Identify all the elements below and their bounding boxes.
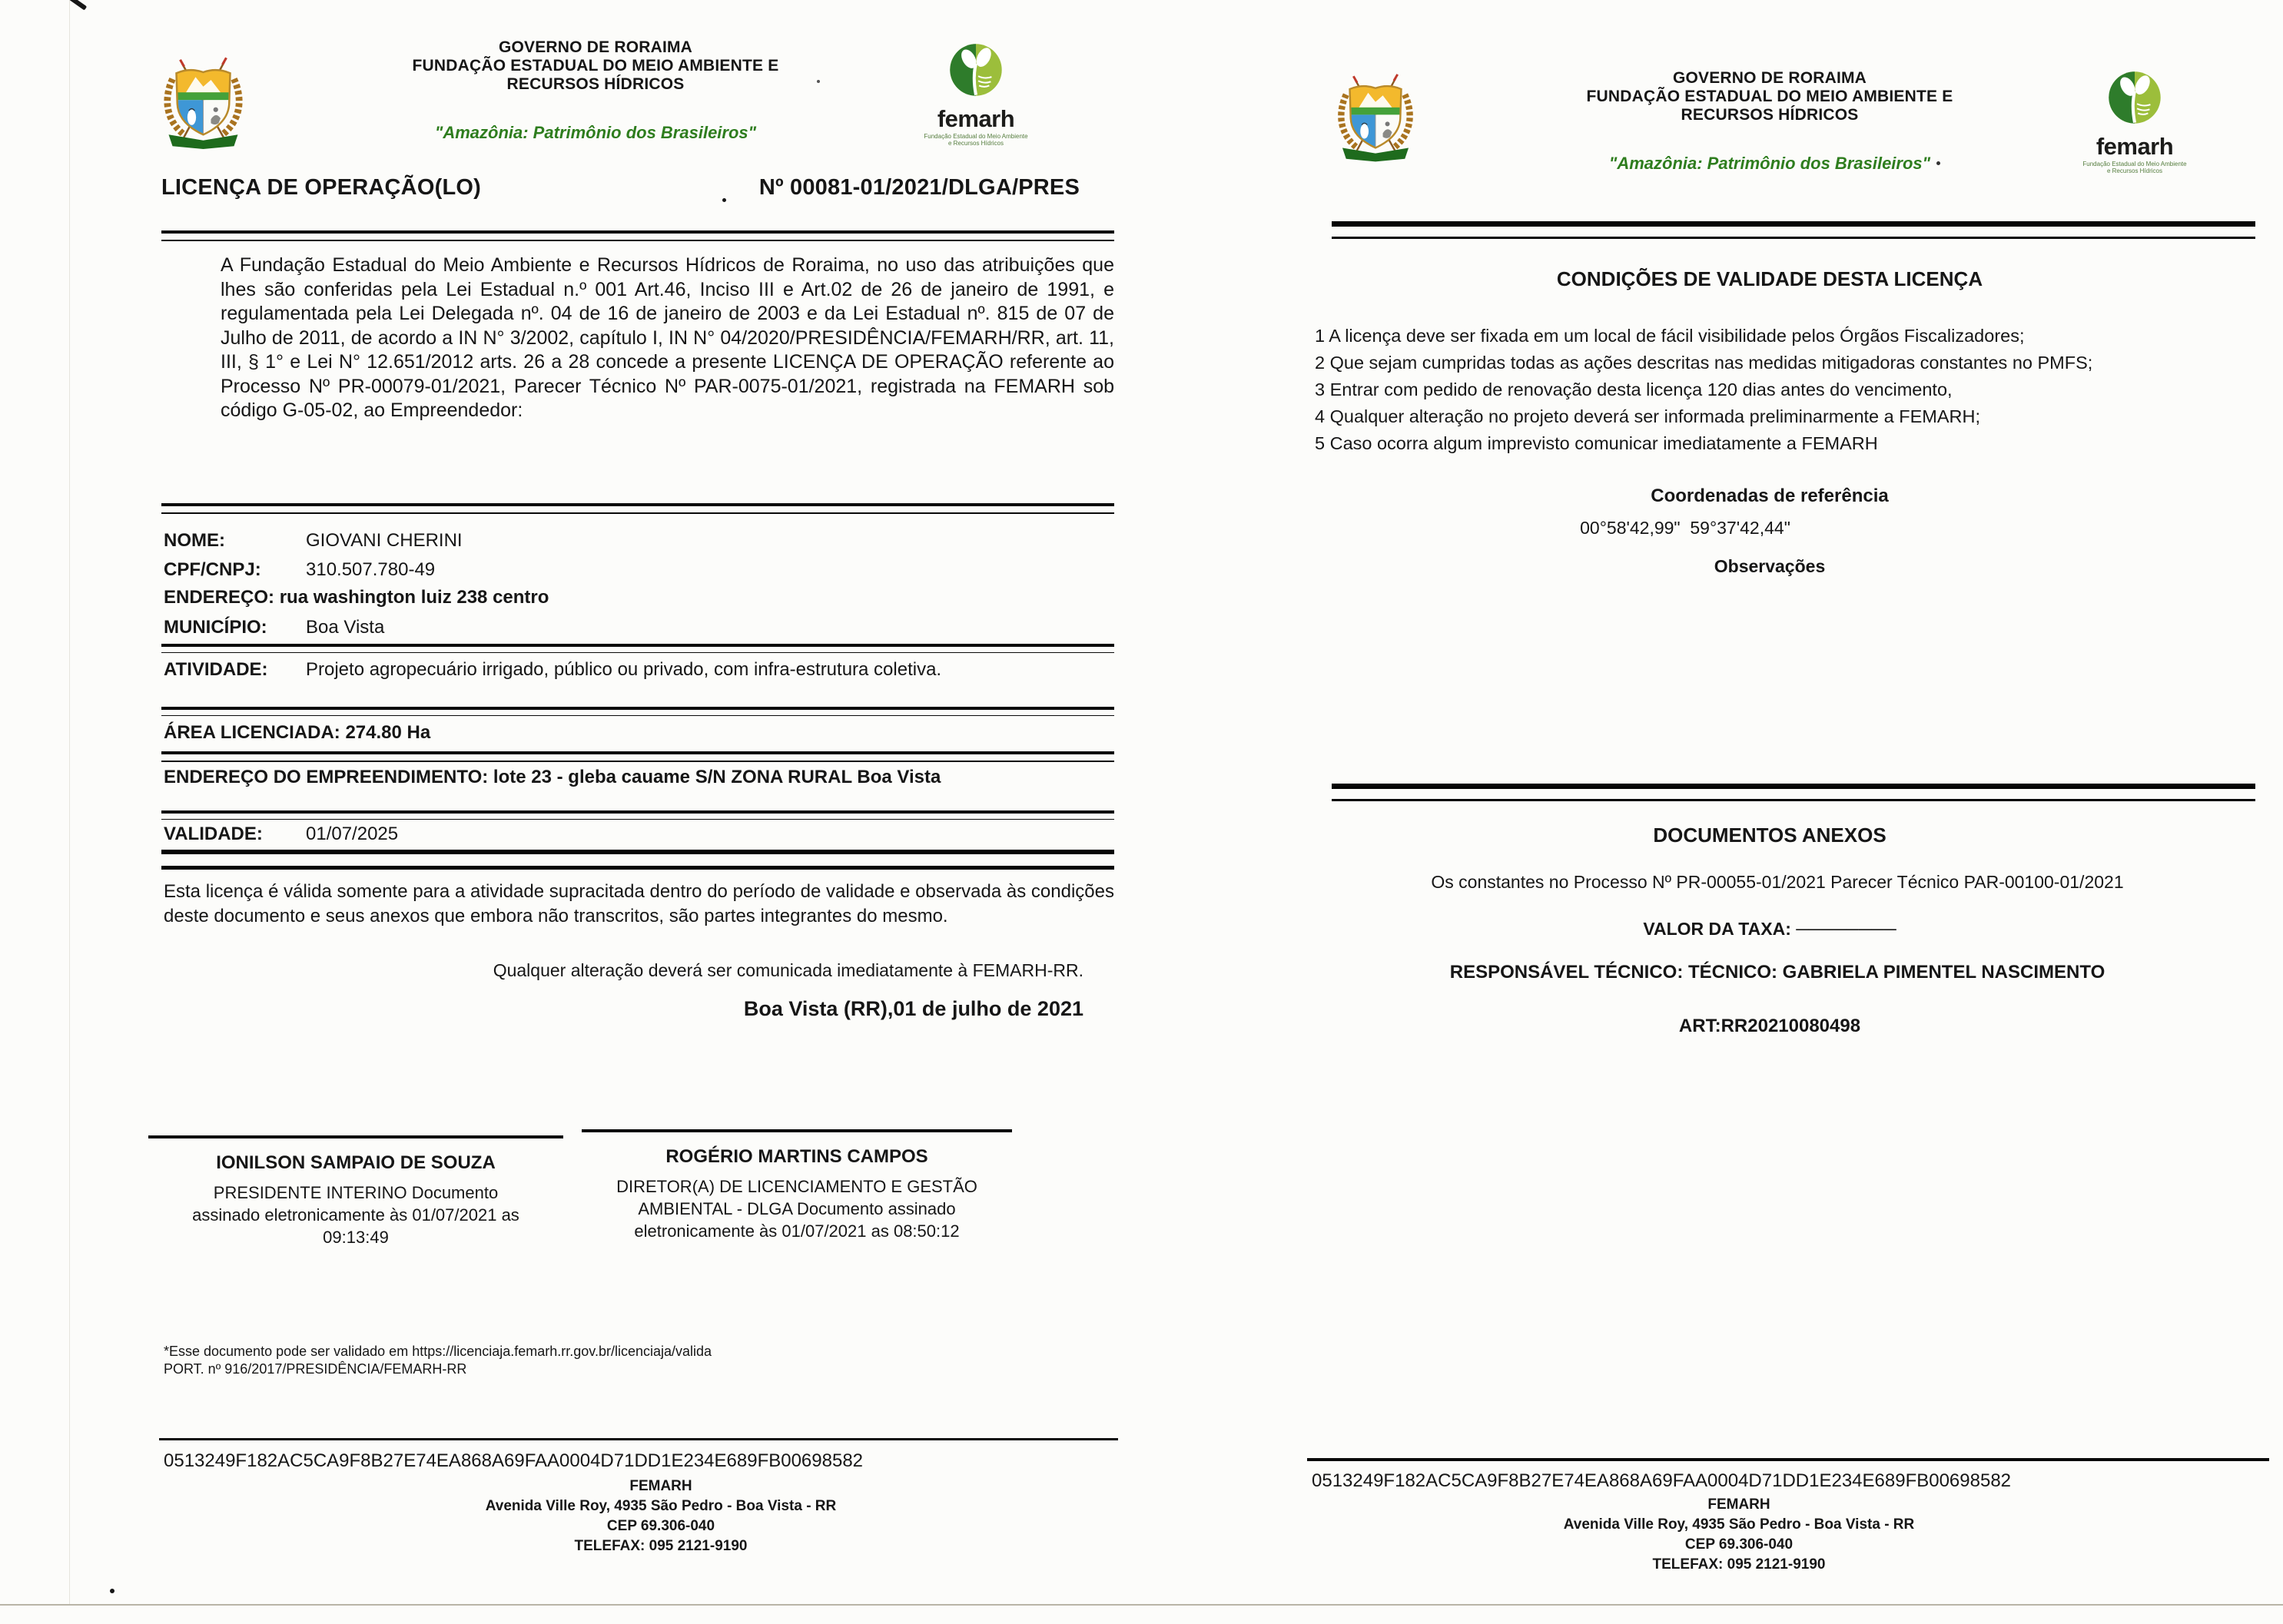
municipio-label: MUNICÍPIO: [164,617,267,638]
divider [161,644,1114,653]
org-header [288,38,903,94]
responsible-line: RESPONSÁVEL TÉCNICO: TÉCNICO: GABRIELA PIMENTEL NASCIMENTO [1449,962,2105,983]
footer-address: Avenida Ville Roy, 4935 São Pedro - Boa Vista - RR [1563,1516,1915,1533]
divider [161,230,1114,241]
femarh-leaf-icon [2098,121,2172,134]
page-footer [315,1477,1007,1556]
document-hash: 0513249F182AC5CA9F8B27E74EA868A69FAA0004D71DD1E234E689FB00698582 [1312,1470,2012,1491]
footer-address: Avenida Ville Roy, 4935 São Pedro - Boa Vista - RR [485,1498,837,1514]
nome-value: GIOVANI CHERINI [306,530,463,551]
art-line: ART:RR20210080498 [1678,1016,1861,1036]
municipio-value: Boa Vista [306,617,385,638]
femarh-leaf-icon [939,93,1013,106]
coordinates-value: 00°58'42,99" 59°37'42,44" [1580,518,1790,538]
signature-block-director [582,1129,1012,1242]
signature-line [148,1135,563,1138]
org-slogan: "Amazônia: Patrimônio dos Brasileiros" [434,123,757,142]
condition-item: 2 Que sejam cumpridas todas as ações descritas nas medidas mitigadoras constantes no PMFS; [1315,353,2093,373]
page-conditions [1301,0,2283,1624]
license-number: Nº 00081-01/2021/DLGA/PRES [758,175,1080,200]
validation-note-line2: PORT. nº 916/2017/PRESIDÊNCIA/FEMARH-RR [164,1361,467,1377]
validity-paragraph: Esta licença é válida somente para a atividade supracitada dentro do período de validade e observada às condições deste documento e seus anexos que embora não transcritos, são partes integrantes do mesmo. [164,881,1114,926]
atividade-label: ATIVIDADE: [164,659,268,680]
signature-block-president [148,1135,563,1248]
divider [161,810,1114,820]
divider [161,503,1114,514]
endereco-value: rua washington luiz 238 centro [279,587,549,608]
documents-title: DOCUMENTOS ANEXOS [1653,824,1886,847]
signature-name: IONILSON SAMPAIO DE SOUZA [216,1152,496,1173]
license-title: LICENÇA DE OPERAÇÃO(LO) [161,175,481,200]
condition-item: 5 Caso ocorra algum imprevisto comunicar imediatamente a FEMARH [1315,433,1878,453]
org-line1: GOVERNO DE RORAIMA [1672,69,1867,87]
condition-item: 4 Qualquer alteração no projeto deverá ser informada preliminarmente a FEMARH; [1315,406,1981,426]
femarh-subtext-2: e Recursos Hídricos [2106,167,2163,174]
footer-org: FEMARH [629,1478,692,1494]
org-line1: GOVERNO DE RORAIMA [498,38,693,56]
scan-edge-line [69,0,70,1604]
validation-note [164,1343,1009,1378]
roraima-coat-of-arms-icon [159,54,247,152]
atividade-value: Projeto agropecuário irrigado, público ou privado, com infra-estrutura coletiva. [306,659,942,680]
divider [1307,1458,2269,1461]
observations-title: Observações [1714,556,1826,576]
page-license [73,0,1122,1624]
field-nome [164,530,1109,552]
org-slogan: "Amazônia: Patrimônio dos Brasileiros" [1608,154,1931,173]
org-line2: FUNDAÇÃO ESTADUAL DO MEIO AMBIENTE E [1586,88,1953,105]
footer-telefax: TELEFAX: 095 2121-9190 [1652,1556,1826,1573]
org-line3: RECURSOS HÍDRICOS [1681,106,1859,124]
signature-role: DIRETOR(A) DE LICENCIAMENTO E GESTÃO AMBIENTAL - DLGA Documento assinado eletronicamente às 01/07/2021 as 08:50:12 [616,1177,977,1241]
field-endereco [164,587,1109,608]
validade-label: VALIDADE: [164,824,263,844]
fee-line: VALOR DA TAXA: ──────── [1643,919,1896,939]
roraima-coat-of-arms-icon [1333,71,1418,164]
page-footer [1424,1495,2054,1575]
coordinates-title: Coordenadas de referência [1651,486,1889,506]
divider [161,707,1114,716]
field-cpf [164,559,1109,581]
cpf-value: 310.507.780-49 [306,559,436,580]
condition-item: 3 Entrar com pedido de renovação desta licença 120 dias antes do vencimento, [1315,379,1953,399]
endereco-empreendimento: ENDEREÇO DO EMPREENDIMENTO: lote 23 - gleba cauame S/N ZONA RURAL Boa Vista [164,767,941,787]
notice-line: Qualquer alteração deverá ser comunicada imediatamente à FEMARH-RR. [493,960,1083,980]
field-validade [164,824,1109,845]
scan-artifact [817,80,820,83]
condition-item: 1 A licença deve ser fixada em um local de fácil visibilidade pelos Órgãos Fiscalizadores; [1315,326,2025,346]
field-atividade [164,659,1114,681]
scan-artifact [110,1589,114,1593]
endereco-label: ENDEREÇO: [164,587,275,608]
org-header [1455,69,2085,124]
nome-label: NOME: [164,530,225,551]
validade-value: 01/07/2025 [306,824,399,844]
femarh-subtext-1: Fundação Estadual do Meio Ambiente [2082,161,2187,167]
cpf-label: CPF/CNPJ: [164,559,261,580]
conditions-title: CONDIÇÕES DE VALIDADE DESTA LICENÇA [1556,267,1983,290]
footer-telefax: TELEFAX: 095 2121-9190 [574,1538,748,1554]
divider [1332,221,2255,239]
signature-name: ROGÉRIO MARTINS CAMPOS [665,1146,928,1167]
signature-line [582,1129,1012,1132]
femarh-subtext-1: Fundação Estadual do Meio Ambiente [924,133,1028,140]
divider [161,751,1114,762]
scan-artifact [722,198,726,202]
femarh-wordmark: femarh [2096,133,2174,160]
femarh-subtext-2: e Recursos Hídricos [947,140,1004,147]
femarh-wordmark: femarh [937,105,1015,132]
divider [1332,784,2255,801]
footer-org: FEMARH [1707,1496,1770,1513]
documents-line: Os constantes no Processo Nº PR-00055-01/2021 Parecer Técnico PAR-00100-01/2021 [1431,872,2124,892]
divider [159,1438,1118,1440]
field-municipio [164,617,1109,638]
org-line2: FUNDAÇÃO ESTADUAL DO MEIO AMBIENTE E [412,57,779,75]
intro-paragraph: A Fundação Estadual do Meio Ambiente e Recursos Hídricos de Roraima, no uso das atribuições que lhes são conferidas pela Lei Estadual n.º 001 Art.46, Inciso III e Art.02 de 26 de janeiro de 1991, e regulamentada pela Lei Delegada nº. 04 de 16 de janeiro de 2003 e da Lei Estadual nº. 815 de 07 de Julho de 2011, de acordo a IN N° 3/2002, capítulo I, IN N° 04/2020/PRESIDÊNCIA/FEMARH/RR, art. 11, III, § 1° e Lei N° 12.651/2012 arts. 26 a 28 concede a presente LICENÇA DE OPERAÇÃO referente ao Processo Nº PR-00079-01/2021, Parecer Técnico Nº PAR-0075-01/2021, registrada na FEMARH sob código G-05-02, ao Empreendedor: [221,254,1114,421]
scan-artifact [1936,161,1940,165]
divider [161,850,1114,870]
document-hash: 0513249F182AC5CA9F8B27E74EA868A69FAA0004D71DD1E234E689FB00698582 [164,1450,864,1471]
date-line: Boa Vista (RR),01 de julho de 2021 [743,997,1083,1020]
scan-edge-line [0,1604,2283,1606]
femarh-logo [2069,68,2200,174]
org-line3: RECURSOS HÍDRICOS [506,75,685,93]
validation-note-line1: *Esse documento pode ser validado em https://licenciaja.femarh.rr.gov.br/licenciaja/valida [164,1344,712,1359]
footer-cep: CEP 69.306-040 [1684,1536,1794,1553]
footer-cep: CEP 69.306-040 [606,1518,715,1534]
signature-role: PRESIDENTE INTERINO Documento assinado eletronicamente às 01/07/2021 as 09:13:49 [192,1183,519,1247]
femarh-logo [911,40,1041,147]
conditions-list [1315,323,2268,457]
area-licenciada: ÁREA LICENCIADA: 274.80 Ha [164,722,431,743]
